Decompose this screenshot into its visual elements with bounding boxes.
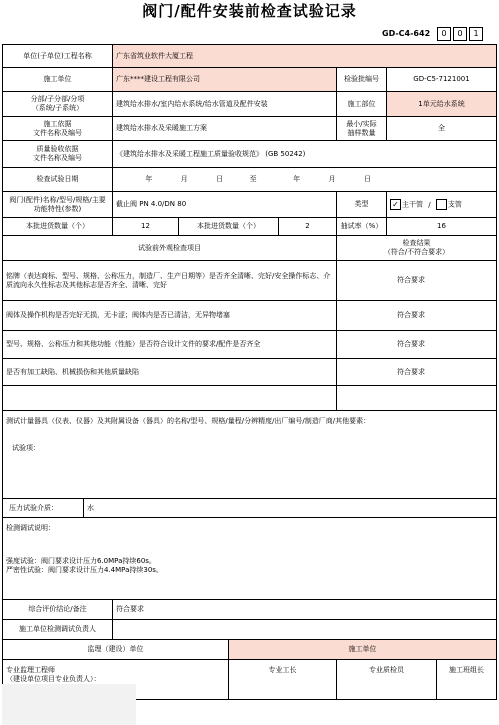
code-box-2[interactable]: 0 [453,27,467,41]
construction-unit-value[interactable]: 广东****建设工程有限公司 [113,68,337,92]
conclusion-label: 综合评价结论/备注 [3,600,113,620]
tester-value[interactable] [113,620,497,640]
batch-qty-value-2[interactable]: 2 [279,218,337,236]
form-code: GD-C4-642 [382,29,431,38]
quality-inspector-signature[interactable]: 专业质检员 [337,660,437,700]
tightness-test: 严密性试验：阀门要求设计压力4.4MPa持续30s。 [6,566,163,574]
conclusion-value[interactable]: 符合要求 [113,600,497,620]
supervisor-engineer-signature[interactable]: 专业监理工程师 （建设单位项目专业负责人）： [3,660,229,700]
code-box-3[interactable]: 1 [469,27,483,41]
acceptance-label: 质量验收依据 文件名称及编号 [3,141,113,168]
foreman-signature[interactable]: 专业工长 [229,660,337,700]
construction-part-label: 施工部位 [337,92,387,117]
basis-label: 施工依据 文件名称及编号 [3,117,113,141]
construction-unit-label: 施工单位 [3,68,113,92]
inspect-item: 铭牌（表达商标、型号、规格、公称压力，制造厂、生产日期等）是否齐全清晰、完好/安全操作标志、介质流向永久性标志及其他标志是否齐全、清晰、完好 [3,261,337,301]
batch-qty-label: 本批进货数量（个） [3,218,113,236]
tester-label: 施工单位检测调试负责人 [3,620,113,640]
test-desc-label: 检测调试说明： [6,524,55,532]
page-title: 阀门/配件安装前检查试验记录 [142,2,357,20]
construction-unit-header: 施工单位 [229,640,497,660]
min-sample-label: 最小/实际 抽样数量 [337,117,387,141]
batch-no-label: 检验批编号 [337,68,387,92]
date-label: 检查试验日期 [3,168,113,192]
date-to-day: 日 [364,175,372,183]
sample-rate-label: 抽试率（%） [337,218,387,236]
basis-value[interactable]: 建筑给水排水及采暖施工方案 [113,117,337,141]
min-sample-value[interactable]: 全 [387,117,497,141]
date-to-month: 月 [328,175,336,183]
main-pipe-label: 主干管 [402,200,423,209]
division-label: 分部/子分部/分项 （系统/子系统） [3,92,113,117]
inspect-result[interactable]: 符合要求 [337,331,497,359]
date-from-month: 月 [180,175,188,183]
date-to-label: 至 [249,175,257,183]
branch-pipe-checkbox[interactable] [436,199,447,210]
date-from-year: 年 [145,175,153,183]
branch-pipe-label: 支管 [447,200,462,209]
inspect-item: 型号、规格、公称压力和其他功能（性能）是否符合设计文件的要求/配件是否齐全 [3,331,337,359]
inspection-form [2,44,497,700]
code-box-1[interactable]: 0 [437,27,451,41]
pressure-medium-value[interactable]: 水 [83,499,94,517]
strength-test: 强度试验：阀门要求设计压力6.0MPa持续60s。 [6,557,156,565]
inspect-item-empty [3,386,337,411]
batch-qty-value[interactable]: 12 [113,218,179,236]
batch-qty-label-2: 本批进货数量（个） [179,218,279,236]
instrument-section[interactable] [3,411,497,499]
date-to-year: 年 [293,175,301,183]
test-description[interactable] [3,518,497,600]
result-header: 检查结果 （符合/不符合要求） [337,236,497,261]
date-from-day: 日 [216,175,224,183]
sample-rate-value[interactable]: 16 [387,218,497,236]
instrument-label: 测试计量器具（仪表、仪器）及其附属设备（器具）的名称/型号、规格/量程/分辨精度/出厂编号/制造厂商/其他要素： [6,417,371,425]
inspect-items-header: 试验前外观检查项目 [3,236,337,261]
category-separator: / [428,200,431,209]
team-leader-signature[interactable]: 施工班组长 [437,660,497,700]
division-value[interactable]: 建筑给水排水/室内给水系统/给水管道及配件安装 [113,92,337,117]
inspect-result-empty[interactable] [337,386,497,411]
date-range[interactable] [113,168,497,192]
medium-label: 试验项： [12,444,40,452]
pressure-medium-label: 压力试验介质： [9,504,58,512]
valve-value[interactable]: 截止阀 PN 4.0/DN 80 [113,192,337,218]
inspect-result[interactable]: 符合要求 [337,301,497,331]
unit-project-label: 单位(子单位)工程名称 [3,45,113,68]
category-label: 类型 [337,192,387,218]
batch-no-value[interactable]: GD-C5-7121001 [387,68,497,92]
inspect-item: 阀体及操作机构是否完好无损，无卡涩；阀体内是否已清洁，无异物堵塞 [3,301,337,331]
unit-project-value[interactable]: 广东省筑业软件大厦工程 [113,45,497,68]
construction-part-value[interactable]: 1单元给水系统 [387,92,497,117]
inspect-result[interactable]: 符合要求 [337,359,497,386]
inspect-item: 是否有加工缺陷、机械损伤和其他质量缺陷 [3,359,337,386]
main-pipe-checkbox[interactable]: ✓ [390,199,401,210]
category-options [387,192,497,218]
acceptance-value[interactable]: 《建筑给水排水及采暖工程施工质量验收规范》 (GB 50242) [113,141,497,168]
supervisor-unit-header: 监理（建设）单位 [3,640,229,660]
blank-area [2,684,136,725]
valve-label: 阀门(配件)名称/型号/规格/主要功能特性(参数) [3,192,113,218]
inspect-result[interactable]: 符合要求 [337,261,497,301]
